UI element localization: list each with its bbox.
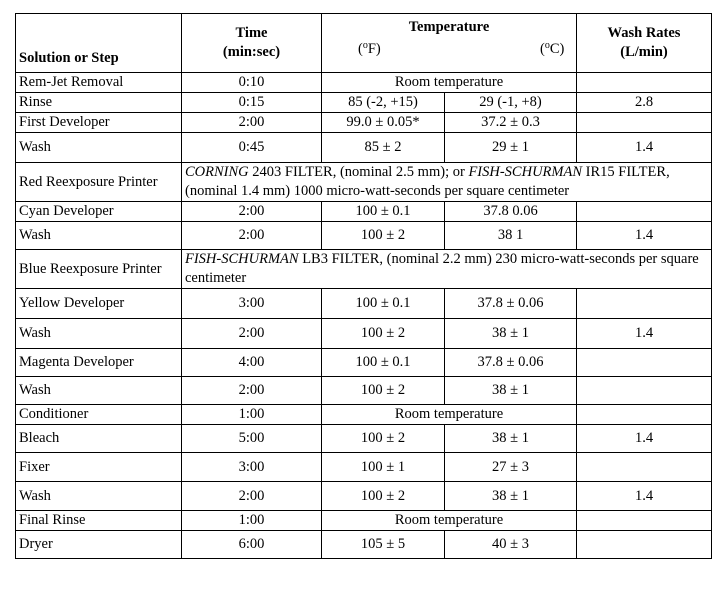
wash-cell: 1.4 [577,222,712,250]
wash-cell [577,113,712,133]
table-row [16,425,712,453]
wash-cell: 2.8 [577,93,712,113]
temp-c-cell: 38 ± 1 [445,482,577,511]
temp-f-cell: 100 ± 0.1 [322,289,445,319]
step-cell: Fixer [16,453,182,482]
temp-f-cell: 100 ± 2 [322,482,445,511]
temp-c-cell: 37.8 0.06 [445,202,577,222]
temp-c-cell: 37.8 ± 0.06 [445,349,577,377]
time-cell: 4:00 [182,349,322,377]
temp-f-cell: 99.0 ± 0.05* [322,113,445,133]
time-cell: 3:00 [182,453,322,482]
step-cell: Wash [16,133,182,163]
table-row [16,405,712,425]
time-cell: 0:15 [182,93,322,113]
temp-f-cell: 85 ± 2 [322,133,445,163]
time-cell: 0:10 [182,73,322,93]
process-table [15,13,712,559]
header-temp-c: ($^o$C) [540,40,565,57]
temp-c-cell: 29 (-1, +8) [445,93,577,113]
header-solution [16,14,182,73]
temp-f-cell: 100 ± 0.1 [322,202,445,222]
step-cell: Final Rinse [16,511,182,531]
wash-cell: 1.4 [577,133,712,163]
header-wash-line1: Wash Rates [607,25,681,41]
wash-cell [577,202,712,222]
temp-c-cell: 37.2 ± 0.3 [445,113,577,133]
wash-cell [577,405,712,425]
process-table-container [15,13,712,559]
temp-c-cell: 38 ± 1 [445,319,577,349]
temp-f-cell: 100 ± 0.1 [322,349,445,377]
temperature-span-cell: Room temperature [322,73,577,93]
step-cell: Conditioner [16,405,182,425]
temp-c-cell: 38 ± 1 [445,425,577,453]
time-cell: 5:00 [182,425,322,453]
wash-cell: 1.4 [577,425,712,453]
table-row [16,73,712,93]
filter-spec-cell: CORNING 2403 FILTER, (nominal 2.5 mm); or FISH-SCHURMAN IR15 FILTER, (nominal 1.4 mm) 1000 micro-watt-seconds per square centimeter [182,163,712,202]
temp-f-cell: 100 ± 2 [322,222,445,250]
wash-cell: 1.4 [577,482,712,511]
table-row [16,113,712,133]
time-cell: 2:00 [182,222,322,250]
temp-f-cell: 85 (-2, +15) [322,93,445,113]
header-wash-line2: (L/min) [620,44,668,60]
step-cell: Red Reexposure Printer [16,163,182,202]
table-row [16,453,712,482]
temp-c-cell: 38 1 [445,222,577,250]
step-cell: Rem-Jet Removal [16,73,182,93]
temp-f-cell: 100 ± 2 [322,425,445,453]
wash-cell [577,73,712,93]
wash-cell: 1.4 [577,319,712,349]
table-row [16,133,712,163]
step-cell: Rinse [16,93,182,113]
step-cell: Wash [16,222,182,250]
time-cell: 3:00 [182,289,322,319]
table-row [16,222,712,250]
header-temp-f: ($^o$F) [358,40,381,57]
table-row [16,531,712,559]
table-row [16,93,712,113]
temp-f-cell: 100 ± 2 [322,377,445,405]
header-time-line1: Time [235,25,268,41]
time-cell: 1:00 [182,511,322,531]
time-cell: 2:00 [182,482,322,511]
step-cell: Blue Reexposure Printer [16,250,182,289]
step-cell: Cyan Developer [16,202,182,222]
table-row [16,482,712,511]
temperature-span-cell: Room temperature [322,511,577,531]
filter-brand: CORNING [185,164,249,180]
table-row [16,377,712,405]
filter-brand: FISH-SCHURMAN [468,164,583,180]
step-cell: Wash [16,319,182,349]
time-cell: 2:00 [182,202,322,222]
time-cell: 6:00 [182,531,322,559]
step-cell: Bleach [16,425,182,453]
table-row [16,319,712,349]
filter-spec-cell: FISH-SCHURMAN LB3 FILTER, (nominal 2.2 mm) 230 micro-watt-seconds per square centimeter [182,250,712,289]
header-temperature-title: Temperature [408,19,490,35]
wash-cell [577,453,712,482]
wash-cell [577,377,712,405]
step-cell: Wash [16,482,182,511]
wash-cell [577,511,712,531]
step-cell: Yellow Developer [16,289,182,319]
header-time-line2: (min:sec) [222,44,281,60]
step-cell: First Developer [16,113,182,133]
temp-c-cell: 38 ± 1 [445,377,577,405]
time-cell: 2:00 [182,113,322,133]
table-row [16,202,712,222]
step-cell: Wash [16,377,182,405]
time-cell: 2:00 [182,377,322,405]
step-cell: Dryer [16,531,182,559]
time-cell: 2:00 [182,319,322,349]
temp-f-cell: 105 ± 5 [322,531,445,559]
table-row [16,163,712,202]
temp-f-cell: 100 ± 1 [322,453,445,482]
wash-cell [577,289,712,319]
header-temperature [322,14,577,73]
header-solution-label: Solution or Step [19,50,119,66]
header-time [182,14,322,73]
temp-f-cell: 100 ± 2 [322,319,445,349]
temperature-span-cell: Room temperature [322,405,577,425]
table-row [16,349,712,377]
table-row [16,250,712,289]
temp-c-cell: 40 ± 3 [445,531,577,559]
table-row [16,511,712,531]
temp-c-cell: 37.8 ± 0.06 [445,289,577,319]
header-wash-rates [577,14,712,73]
wash-cell [577,349,712,377]
time-cell: 0:45 [182,133,322,163]
filter-brand: FISH-SCHURMAN [185,251,299,267]
table-row [16,289,712,319]
wash-cell [577,531,712,559]
time-cell: 1:00 [182,405,322,425]
step-cell: Magenta Developer [16,349,182,377]
header-row [16,14,712,73]
temp-c-cell: 29 ± 1 [445,133,577,163]
temp-c-cell: 27 ± 3 [445,453,577,482]
